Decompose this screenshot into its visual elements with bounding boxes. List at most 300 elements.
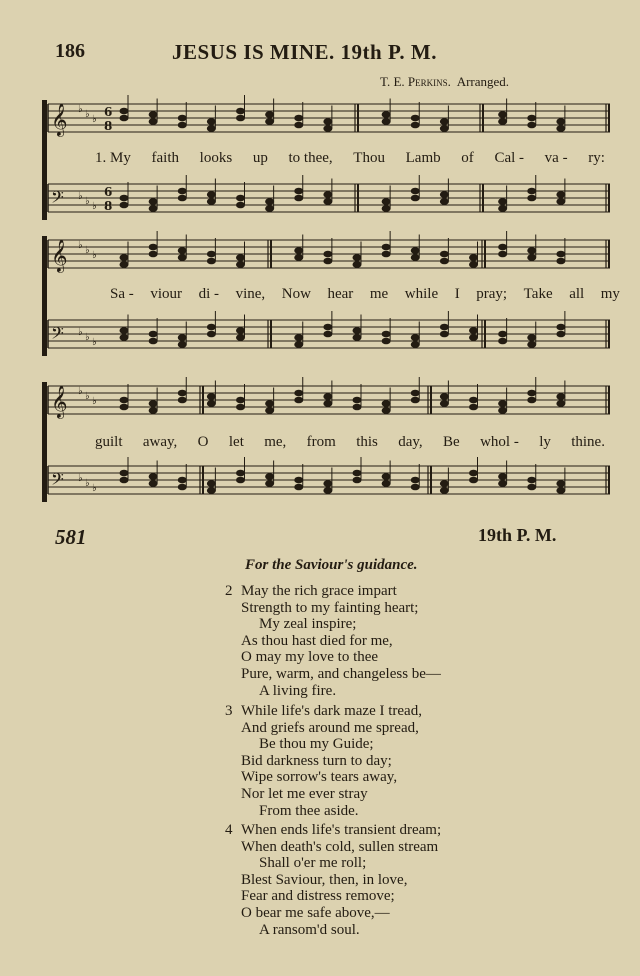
note-head: [382, 205, 391, 212]
lyric-syllable: this: [356, 434, 378, 450]
note-head: [411, 188, 420, 195]
note-head: [469, 397, 478, 404]
note-head: [440, 198, 449, 205]
note-head: [178, 254, 187, 261]
stanza-line: [225, 666, 441, 683]
note-head: [178, 390, 187, 397]
note-head: [265, 400, 274, 407]
note-head: [236, 202, 245, 209]
stanza-line-text: When death's cold, sullen stream: [241, 838, 439, 855]
note-head: [323, 331, 332, 338]
note-head: [120, 397, 129, 404]
treble-clef-icon: 𝄞: [51, 239, 68, 272]
note-head: [323, 251, 332, 258]
note-head: [236, 477, 245, 484]
note-head: [556, 331, 565, 338]
note-head: [178, 334, 187, 341]
flat-icon: ♭: [85, 391, 90, 402]
flat-icon: ♭: [78, 327, 83, 338]
lyric-syllable: ly: [539, 434, 551, 450]
note-head: [207, 400, 216, 407]
stanza-line-text: And griefs around me spread,: [241, 719, 419, 736]
note-head: [207, 251, 216, 258]
lyric-syllable: thine.: [571, 434, 605, 450]
note-head: [323, 400, 332, 407]
stanza-line-text: My zeal inspire;: [259, 616, 357, 633]
note-head: [469, 470, 478, 477]
note-head: [411, 484, 420, 491]
hymn-number: 581: [55, 525, 87, 549]
note-head: [498, 118, 507, 125]
lyric-syllable: let: [228, 434, 244, 450]
note-head: [440, 251, 449, 258]
lyric-syllable: viour: [150, 286, 182, 302]
note-head: [236, 115, 245, 122]
flat-icon: ♭: [85, 478, 90, 489]
note-head: [382, 338, 391, 345]
note-head: [265, 205, 274, 212]
stanza-line: [225, 753, 422, 770]
time-signature: 6: [104, 105, 113, 119]
flat-icon: ♭: [85, 196, 90, 207]
note-head: [120, 404, 129, 411]
note-head: [556, 480, 565, 487]
lyric-line-3: [95, 434, 605, 451]
note-head: [236, 404, 245, 411]
note-head: [178, 341, 187, 348]
note-head: [527, 247, 536, 254]
stanza-line: [225, 803, 422, 820]
note-head: [236, 261, 245, 268]
note-head: [149, 251, 158, 258]
note-head: [498, 407, 507, 414]
stanza-line: [225, 922, 441, 939]
lyric-syllable: O: [197, 434, 209, 450]
stanza-number: 4: [225, 822, 233, 838]
lyric-syllable: Now: [281, 286, 311, 302]
note-head: [556, 118, 565, 125]
note-head: [120, 477, 129, 484]
note-head: [440, 125, 449, 132]
stanza-number: 2: [225, 583, 233, 599]
stanza-line: [225, 720, 422, 737]
note-head: [149, 407, 158, 414]
note-head: [382, 473, 391, 480]
flat-icon: ♭: [78, 473, 83, 484]
note-head: [469, 334, 478, 341]
note-head: [178, 195, 187, 202]
lyric-syllable: vine,: [235, 286, 266, 302]
system-brace: [42, 382, 47, 502]
lyric-syllable: all: [569, 286, 585, 302]
note-head: [323, 393, 332, 400]
note-head: [440, 191, 449, 198]
stanza-line: [225, 703, 422, 720]
lyric-syllable: Thou: [353, 150, 385, 166]
stanza-line: [225, 786, 422, 803]
note-head: [440, 480, 449, 487]
bass-clef-icon: 𝄢: [51, 469, 64, 493]
lyric-syllable: my: [600, 286, 620, 302]
lyric-syllable: from: [306, 434, 336, 450]
note-head: [382, 118, 391, 125]
note-head: [498, 251, 507, 258]
stanza-line-text: Blest Saviour, then, in love,: [241, 871, 408, 888]
note-head: [527, 477, 536, 484]
note-head: [527, 188, 536, 195]
note-head: [265, 111, 274, 118]
stanza-line: [225, 649, 441, 666]
note-head: [178, 484, 187, 491]
note-head: [556, 400, 565, 407]
note-head: [353, 327, 362, 334]
note-head: [149, 338, 158, 345]
note-head: [265, 198, 274, 205]
stanza-line-text: Fear and distress remove;: [241, 888, 395, 905]
note-head: [527, 484, 536, 491]
note-head: [498, 331, 507, 338]
lyric-syllable: Lamb: [405, 150, 441, 166]
note-head: [469, 254, 478, 261]
note-head: [411, 254, 420, 261]
stanza-line: [225, 600, 441, 617]
stanza-line: [225, 616, 441, 633]
stanza-line-text: O may my love to thee: [241, 649, 379, 666]
note-head: [382, 407, 391, 414]
bass-clef-icon: 𝄢: [51, 323, 64, 347]
flat-icon: ♭: [92, 201, 97, 212]
note-head: [440, 487, 449, 494]
stanza-line: [225, 769, 422, 786]
note-head: [149, 400, 158, 407]
flat-icon: ♭: [92, 483, 97, 494]
note-head: [178, 397, 187, 404]
lyric-syllable: Sa -: [110, 286, 134, 302]
note-head: [527, 195, 536, 202]
flat-icon: ♭: [78, 386, 83, 397]
lyric-syllable: I: [454, 286, 460, 302]
note-head: [294, 115, 303, 122]
time-signature: 8: [104, 199, 113, 213]
note-head: [527, 122, 536, 129]
note-head: [527, 254, 536, 261]
lyric-syllable: while: [404, 286, 439, 302]
note-head: [207, 480, 216, 487]
stanza-line-text: Shall o'er me roll;: [259, 855, 367, 872]
note-head: [207, 191, 216, 198]
stanza-line: [225, 633, 441, 650]
note-head: [120, 108, 129, 115]
note-head: [411, 477, 420, 484]
note-head: [207, 198, 216, 205]
stanza-line-text: May the rich grace impart: [241, 583, 397, 599]
note-head: [120, 334, 129, 341]
note-head: [120, 115, 129, 122]
note-head: [527, 334, 536, 341]
note-head: [120, 470, 129, 477]
note-head: [382, 251, 391, 258]
note-head: [178, 247, 187, 254]
note-head: [294, 390, 303, 397]
note-head: [149, 244, 158, 251]
note-head: [556, 251, 565, 258]
note-head: [556, 487, 565, 494]
lyric-line-1: [95, 150, 605, 167]
note-head: [498, 480, 507, 487]
lyric-syllable: me,: [264, 434, 287, 450]
note-head: [178, 115, 187, 122]
stanza-line-text: From thee aside.: [259, 802, 359, 819]
note-head: [294, 334, 303, 341]
lyric-syllable: ry:: [588, 150, 605, 166]
treble-clef-icon: 𝄞: [51, 385, 68, 418]
note-head: [323, 191, 332, 198]
note-head: [149, 473, 158, 480]
stanza-line-text: A living fire.: [259, 682, 337, 699]
lyric-syllable: va -: [544, 150, 568, 166]
note-head: [556, 125, 565, 132]
note-head: [323, 125, 332, 132]
note-head: [149, 118, 158, 125]
note-head: [120, 195, 129, 202]
note-head: [527, 397, 536, 404]
note-head: [498, 473, 507, 480]
stanza-4: [225, 822, 441, 938]
note-head: [265, 407, 274, 414]
lyric-syllable: guilt: [95, 434, 123, 450]
note-head: [556, 191, 565, 198]
note-head: [469, 327, 478, 334]
note-head: [236, 254, 245, 261]
note-head: [236, 334, 245, 341]
note-head: [178, 122, 187, 129]
note-head: [207, 331, 216, 338]
flat-icon: ♭: [78, 104, 83, 115]
note-head: [120, 202, 129, 209]
note-head: [265, 480, 274, 487]
note-head: [178, 477, 187, 484]
note-head: [469, 477, 478, 484]
note-head: [411, 195, 420, 202]
lyric-syllable: Cal -: [494, 150, 525, 166]
note-head: [440, 331, 449, 338]
lyric-syllable: up: [252, 150, 268, 166]
note-head: [207, 324, 216, 331]
note-head: [207, 125, 216, 132]
note-head: [353, 470, 362, 477]
note-head: [207, 118, 216, 125]
note-head: [207, 258, 216, 265]
note-head: [498, 244, 507, 251]
note-head: [294, 188, 303, 195]
note-head: [382, 331, 391, 338]
stanza-line: [225, 683, 441, 700]
note-head: [294, 397, 303, 404]
lyric-syllable: hear: [327, 286, 354, 302]
stanza-line: [225, 888, 441, 905]
note-head: [382, 400, 391, 407]
composer-note: Arranged.: [456, 74, 510, 89]
note-head: [236, 470, 245, 477]
note-head: [149, 480, 158, 487]
note-head: [236, 108, 245, 115]
note-head: [323, 198, 332, 205]
lyric-syllable: looks: [199, 150, 233, 166]
note-head: [294, 247, 303, 254]
note-head: [207, 487, 216, 494]
note-head: [411, 390, 420, 397]
note-head: [207, 393, 216, 400]
stanza-line-text: O bear me safe above,—: [241, 904, 390, 921]
note-head: [411, 247, 420, 254]
flat-icon: ♭: [92, 250, 97, 261]
note-head: [353, 404, 362, 411]
page-number: 186: [55, 40, 85, 62]
note-head: [120, 261, 129, 268]
stanza-number: 3: [225, 703, 233, 719]
lyric-syllable: pray;: [476, 286, 508, 302]
note-head: [353, 397, 362, 404]
note-head: [323, 480, 332, 487]
time-signature: 8: [104, 119, 113, 133]
note-head: [440, 393, 449, 400]
note-head: [323, 118, 332, 125]
note-head: [294, 195, 303, 202]
stanza-line-text: Wipe sorrow's tears away,: [241, 769, 398, 786]
note-head: [411, 334, 420, 341]
note-head: [556, 393, 565, 400]
stanza-line: [225, 822, 441, 839]
flat-icon: ♭: [85, 109, 90, 120]
note-head: [294, 484, 303, 491]
flat-icon: ♭: [85, 332, 90, 343]
stanza-3: [225, 703, 422, 819]
note-head: [469, 261, 478, 268]
note-head: [498, 205, 507, 212]
note-head: [323, 487, 332, 494]
note-head: [527, 390, 536, 397]
note-head: [353, 261, 362, 268]
stanza-line-text: When ends life's transient dream;: [241, 822, 442, 838]
note-head: [120, 327, 129, 334]
stanza-line-text: Be thou my Guide;: [259, 736, 374, 753]
note-head: [411, 115, 420, 122]
note-head: [353, 334, 362, 341]
flat-icon: ♭: [85, 245, 90, 256]
lyric-syllable: of: [461, 150, 474, 166]
note-head: [382, 244, 391, 251]
hymn-meter: 19th P. M.: [478, 525, 557, 545]
note-head: [469, 404, 478, 411]
note-head: [294, 254, 303, 261]
note-head: [440, 118, 449, 125]
stanza-line: [225, 855, 441, 872]
lyric-syllable: 1. My: [95, 150, 131, 166]
note-head: [498, 111, 507, 118]
stanza-line-text: Bid darkness turn to day;: [241, 752, 392, 769]
note-head: [498, 400, 507, 407]
note-head: [382, 480, 391, 487]
note-head: [411, 397, 420, 404]
flat-icon: ♭: [78, 191, 83, 202]
note-head: [236, 195, 245, 202]
note-head: [411, 122, 420, 129]
note-head: [440, 400, 449, 407]
stanza-line: [225, 905, 441, 922]
stanza-line-text: Strength to my fainting heart;: [241, 599, 419, 616]
lyric-syllable: faith: [151, 150, 179, 166]
note-head: [382, 198, 391, 205]
note-head: [294, 122, 303, 129]
lyric-syllable: di -: [198, 286, 219, 302]
lyric-syllable: day,: [398, 434, 423, 450]
note-head: [440, 324, 449, 331]
lyric-syllable: me: [369, 286, 389, 302]
note-head: [498, 338, 507, 345]
hymn-subtitle: For the Saviour's guidance.: [245, 557, 418, 573]
stanza-line-text: Pure, warm, and changeless be—: [241, 665, 441, 682]
stanza-line-text: As thou hast died for me,: [241, 632, 393, 649]
flat-icon: ♭: [92, 396, 97, 407]
note-head: [556, 324, 565, 331]
system-brace: [42, 236, 47, 356]
note-head: [149, 331, 158, 338]
note-head: [265, 473, 274, 480]
stanza-2: [225, 583, 441, 699]
treble-clef-icon: 𝄞: [51, 103, 68, 136]
note-head: [498, 198, 507, 205]
stanza-line-text: Nor let me ever stray: [241, 785, 368, 802]
flat-icon: ♭: [92, 337, 97, 348]
note-head: [265, 118, 274, 125]
note-head: [149, 198, 158, 205]
note-head: [353, 254, 362, 261]
flat-icon: ♭: [92, 114, 97, 125]
lyric-line-2: [110, 286, 620, 303]
note-head: [527, 115, 536, 122]
system-brace: [42, 100, 47, 220]
note-head: [178, 188, 187, 195]
stanza-line: [225, 583, 441, 600]
note-head: [527, 341, 536, 348]
stanza-line: [225, 736, 422, 753]
note-head: [382, 111, 391, 118]
note-head: [120, 254, 129, 261]
tune-title: JESUS IS MINE. 19th P. M.: [172, 40, 437, 64]
note-head: [323, 324, 332, 331]
lyric-syllable: to thee,: [288, 150, 333, 166]
note-head: [236, 397, 245, 404]
note-head: [294, 341, 303, 348]
lyric-syllable: whol -: [480, 434, 519, 450]
flat-icon: ♭: [78, 240, 83, 251]
time-signature: 6: [104, 185, 113, 199]
note-head: [323, 258, 332, 265]
note-head: [149, 205, 158, 212]
lyric-syllable: Be: [443, 434, 460, 450]
note-head: [556, 258, 565, 265]
stanza-line: [225, 872, 441, 889]
note-head: [556, 198, 565, 205]
note-head: [294, 477, 303, 484]
note-head: [353, 477, 362, 484]
note-head: [149, 111, 158, 118]
lyric-syllable: Take: [523, 286, 553, 302]
stanza-line-text: While life's dark maze I tread,: [241, 703, 422, 719]
lyric-syllable: away,: [142, 434, 178, 450]
note-head: [411, 341, 420, 348]
note-head: [236, 327, 245, 334]
